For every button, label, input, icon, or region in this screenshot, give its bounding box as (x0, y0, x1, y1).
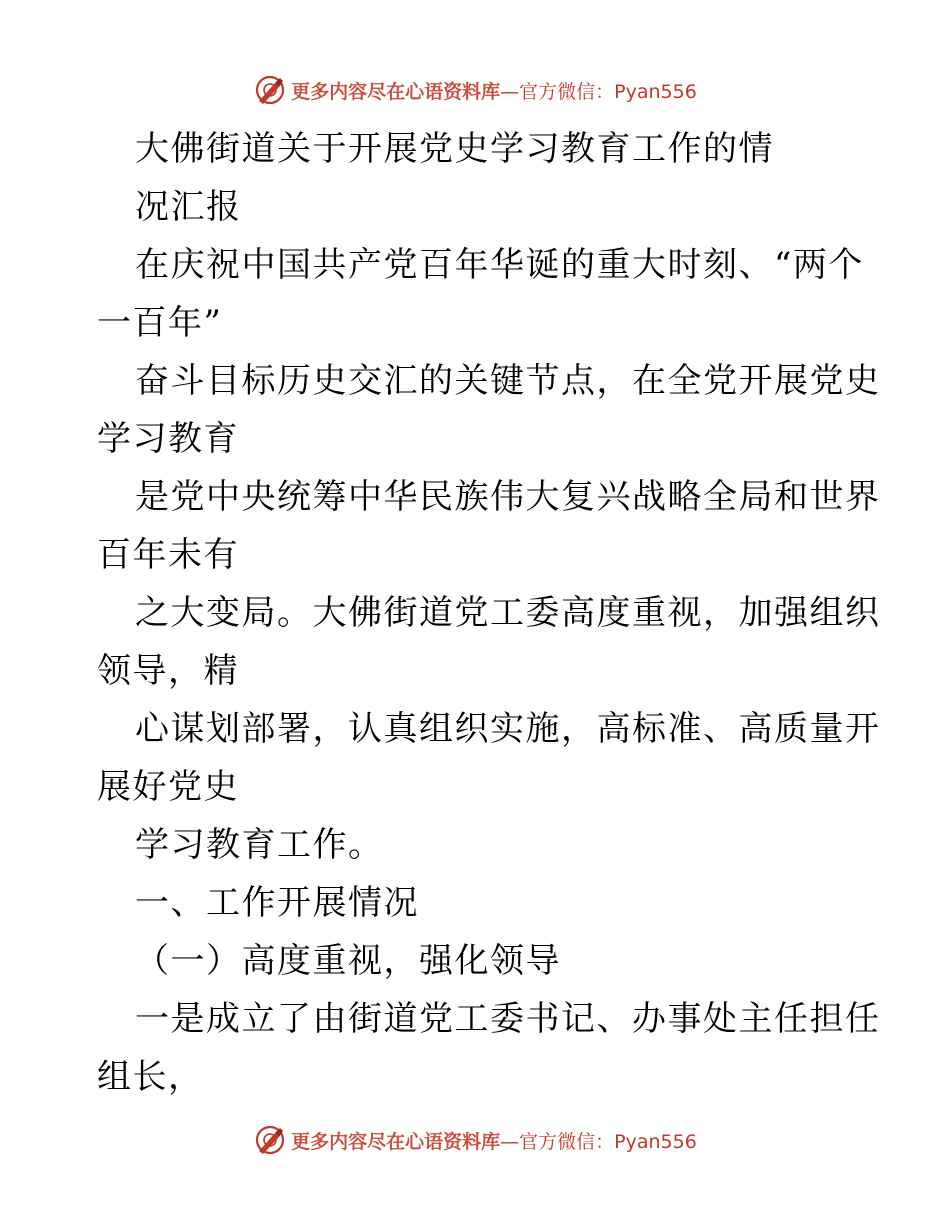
text-line: 展好党史 (97, 767, 239, 807)
watermark-text: 更多内容尽在心语资料库—官方微信：Pyan556 (291, 80, 697, 103)
text-line: 学习教育工作。 (135, 825, 384, 865)
document-body (97, 120, 881, 1106)
pen-nib-icon (253, 73, 287, 107)
text-line: 况汇报 (135, 187, 242, 227)
text-line: 在庆祝中国共产党百年华诞的重大时刻、“两个 (135, 245, 864, 285)
text-line: 一百年” (97, 303, 223, 343)
text-line: 组长， (97, 1057, 204, 1097)
text-line: 心谋划部署，认真组织实施，高标准、高质量开 (135, 709, 881, 749)
text-line: 大佛街道关于开展党史学习教育工作的情 (135, 129, 774, 169)
text-line: 领导，精 (97, 651, 239, 691)
pen-nib-icon (253, 1123, 287, 1157)
text-line: 之大变局。大佛街道党工委高度重视，加强组织 (135, 593, 881, 633)
text-line: 学习教育 (97, 419, 239, 459)
footer-watermark (0, 1120, 950, 1160)
text-line: （一）高度重视，强化领导 (135, 941, 561, 981)
text-line: 一是成立了由街道党工委书记、办事处主任担任 (135, 999, 881, 1039)
text-line: 百年未有 (97, 535, 239, 575)
text-line: 奋斗目标历史交汇的关键节点，在全党开展党史 (135, 361, 881, 401)
text-line: 一、工作开展情况 (135, 883, 419, 923)
header-watermark (0, 70, 950, 110)
text-line: 是党中央统筹中华民族伟大复兴战略全局和世界 (135, 477, 881, 517)
watermark-text: 更多内容尽在心语资料库—官方微信：Pyan556 (291, 1130, 697, 1153)
